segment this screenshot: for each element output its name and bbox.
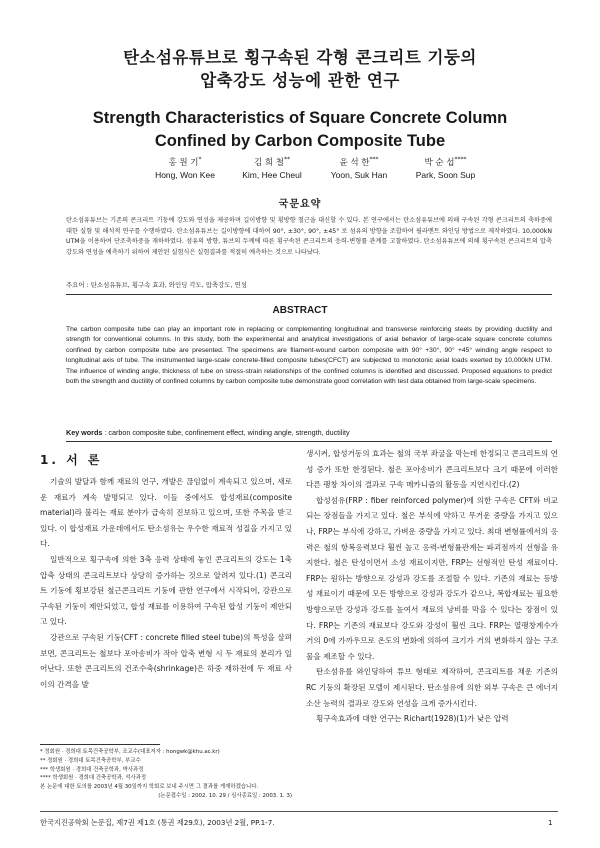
paragraph: 기술의 발달과 함께 재료의 연구, 개발은 끊임없이 계속되고 있으며, 새로운 재료가 계속 발명되고 있다. 이들 중에서도 합성재료(composite material)라 불리는 재료 분야가 급속히 진보하고 있으며, 또한 주목을 받고 있다. 이 합성재료 가운데에서도 탄소섬유는 우수한 재료적 성질을 가지고 있다. (40, 477, 292, 549)
abstract-en-heading: ABSTRACT (272, 305, 328, 316)
paragraph: 횡구속효과에 대한 연구는 Richart(1928)(1)가 낮은 압력 (316, 714, 509, 724)
author-name-ko: 박 순 섭 (424, 158, 455, 168)
title-en (0, 107, 600, 153)
page-number: 1 (548, 818, 553, 827)
footnote: **** 학생회원 · 경희대 건축공학과, 석사과정 (40, 775, 147, 782)
title-ko-line-1: 탄소섬유튜브로 횡구속된 각형 콘크리트 기둥의 (123, 48, 477, 67)
author-name-ko: 김 희 철 (253, 158, 285, 168)
keywords-en-label: Key words (66, 428, 103, 437)
title-ko (0, 46, 600, 92)
title-en-line-2: Confined by Carbon Composite Tube (154, 132, 446, 150)
paragraph: 합성섬유(FRP : fiber reinforced polymer)에 의한 구속은 CFT와 비교되는 장점들을 가지고 있다. 철은 부식에 약하고 무거운 중량을 가지고 있으나, FRP는 부식에 강하고, 가벼운 중량을 가지고 있다. 최대 변형률에서의 응력은 철의 항복응력보다 훨씬 높고 응력-변형률관계는 파괴점까지 선형을 유지한다. 철은 탄성이면서 소성 재료이지만, FRP는 선형적인 탄성 재료이다. FRP는 원하는 방향으로 강성과 강도를 조절할 수 있다. 기존의 재료는 등방성 재료이기 때문에 모든 방향으로 강성과 강도가 같으나, 복합재료는 필요한 방향으로만 강성과 강도를 높여서 재료의 낭비를 막을 수 있다는 장점이 있다. FRP는 기존의 재료보다 강도와 강성이 훨씬 크다. FRP는 열팽창계수가 거의 0에 가까우므로 온도의 변화에 의하여 크기가 거의 변화하지 않는 구조물을 제조할 수 있다. (306, 495, 558, 661)
keywords-ko: 주요어 : 탄소섬유튜브, 횡구속 효과, 와인딩 각도, 압축강도, 연성 (66, 281, 247, 289)
author-mark: **** (454, 156, 467, 164)
author-mark: * (198, 156, 202, 164)
journal-citation: 한국지진공학회 논문집, 제7권 제1호 (통권 제29호), 2003년 2월, PP.1-7. (40, 818, 275, 827)
author-3 (314, 157, 404, 181)
footnote: * 정회원 · 경희대 토목건축공학부, 조교수(대표저자 : hongwk@khu.ac.kr) (40, 749, 220, 755)
author-name-ko: 홍 원 기 (168, 158, 199, 168)
paragraph: 강관으로 구속된 기둥(CFT : concrete filled steel tube)의 특성을 살펴보면, 콘크리트는 철보다 포아송비가 작아 압축 변형 시 두 재료의 분리가 일어난다. 또한 콘크리트의 건조수축(shrinkage)은 하중 재하전에 두 재료 사이의 간격을 발 (40, 632, 292, 689)
paragraph: 일반적으로 횡구속에 의한 3축 응력 상태에 놓인 콘크리트의 강도는 1축 압축 상태의 콘크리트보다 상당히 증가하는 것으로 알려져 있다.(1) 콘크리트 기둥에 횡보강된 철근콘크리트 기둥에 관한 연구에서 시작되어, 강관으로 구속된 기둥이 제안되었고, 합성 재료를 이용하여 구속된 합성 기둥이 제안되고 있다. (40, 554, 292, 627)
footnote: (논문접수일 : 2002. 10. 29 / 심사종료일 : 2003. 1. 3) (158, 792, 292, 799)
abstract-ko-heading: 국문요약 (278, 199, 322, 210)
author-name-en: Park, Soon Sup (415, 170, 476, 180)
title-en-line-1: Strength Characteristics of Square Concrete Column (92, 109, 508, 127)
author-4 (398, 157, 493, 181)
divider (66, 294, 552, 295)
author-mark: ** (284, 156, 291, 164)
author-name-en: Hong, Won Kee (155, 170, 215, 180)
keywords-en (66, 428, 350, 437)
author-name-en: Kim, Hee Cheul (242, 170, 302, 180)
abstract-en-text: The carbon composite tube can play an important role in replacing or complementing longitudinal and transverse reinforcing steels by providing ductility and strength for conventional columns. In this study, both the experimental and analytical investigations of axial behavior of large-scale square concrete columns confined by carbon composite tube are presented. The specimens are filament-wound carbon composite with 90° +30°, 90° +45° winding angle respect to longitudinal axis of tube. The instrumented large-scale concrete-filled composite tubes(CFCT) are subjected to monotonic axial loads exerted by 10,000kN UTM. The influence of winding angle, thickness of tube on stress-strain relationships of the confined columns is identified and discussed. Proposed equations to predict both the strength and ductility of confined columns by carbon composite tube demonstrate good correlation with test data obtained from large-scale specimens. (66, 326, 552, 386)
author-1 (140, 157, 230, 181)
footnote: *** 학생회원 · 경희대 건축공학과, 박사과정 (40, 766, 144, 773)
body-column-right (306, 446, 558, 727)
author-mark: *** (369, 156, 379, 164)
paragraph: 생시켜, 합성거동의 효과는 철의 국부 좌굴을 막는데 한정되고 콘크리트의 연성 증가 또한 한정된다. 철은 포아송비가 콘크리트보다 크기 때문에 이러한 다른 팽창 차이의 결과로 구속 메카니즘의 활동을 지연시킨다.(2) (306, 449, 558, 490)
author-name-en: Yoon, Suk Han (330, 170, 388, 180)
footnote-divider (40, 744, 160, 745)
footnote: 본 논문에 대한 토의를 2003년 4월 30일까지 학회로 보내 주시면 그 결과를 게재하겠습니다. (40, 784, 259, 791)
body-column-left (40, 474, 292, 692)
paragraph: 탄소섬유를 와인딩하여 튜브 형태로 제작하여, 콘크리트를 채운 기존의 RC 기둥의 확장된 모델이 제시된다. 탄소섬유에 의한 외부 구속은 큰 에너지 소산 능력의 결과로 강도와 연성을 크게 증가시킨다. (306, 667, 558, 708)
footnote: ** 정회원 · 경희대 토목건축공학부, 부교수 (40, 757, 141, 764)
section-heading: 1. 서 론 (40, 453, 103, 467)
author-2 (227, 157, 317, 181)
abstract-ko-text: 탄소섬유튜브는 기존의 콘크리트 기둥에 강도와 연성을 제공하며 길이방향 및 횡방향 철근을 대신할 수 있다. 본 연구에서는 탄소섬유튜브에 의해 구속된 각형 콘크리트의 축하중에 대한 실험 및 해석적 연구를 수행하였다. 탄소섬유튜브는 길이방향에 대하여 90°, ±30°, 90°, ±45° 로 섬유의 방향을 조합하여 필라멘트 와인딩 방법으로 제작하였다. 10,000kN UTM을 이용하여 단조축하중을 재하하였다. 섬유의 방향, 튜브의 두께에 따른 횡구속된 콘크리트의 응력-변형률 관계를 고찰하였다. 탄소섬유튜브에 의해 횡구속된 콘크리트의 압축강도와 연성을 예측하기 위하여 제안된 실험식은 실험결과를 적절히 예측하는 것으로 나타났다. (66, 217, 552, 256)
title-ko-line-2: 압축강도 성능에 관한 연구 (200, 71, 400, 90)
author-name-ko: 윤 석 한 (339, 158, 370, 168)
footnotes (40, 748, 292, 801)
footer-divider (40, 811, 558, 812)
divider (66, 441, 552, 442)
keywords-en-list: : carbon composite tube, confinement effect, winding angle, strength, ductility (104, 428, 350, 437)
